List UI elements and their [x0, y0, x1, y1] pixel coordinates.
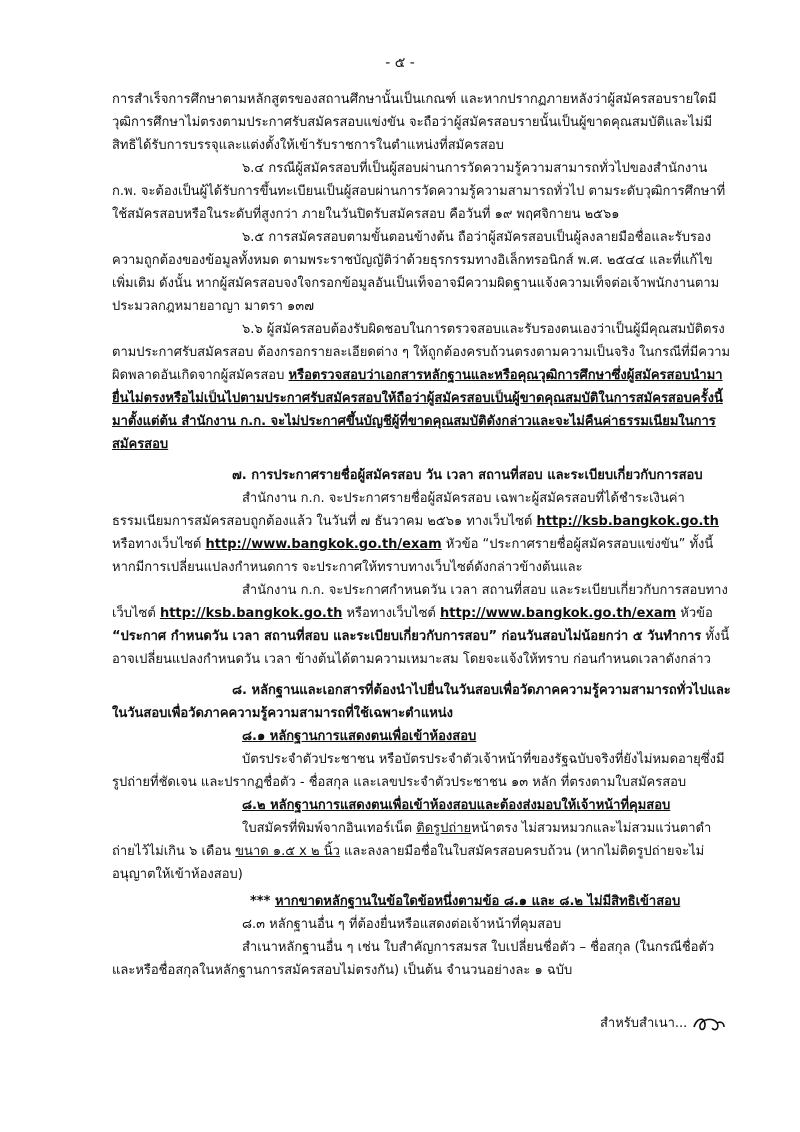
paragraph-intro: การสำเร็จการศึกษาตามหลักสูตรของสถานศึกษานั้นเป็นเกณฑ์ และหากปรากฏภายหลังว่าผู้สมัครสอบรายใดมีวุฒิการศึกษาไม่ตรงตามประกาศรับสมัครสอบแข่งขัน จะถือว่าผู้สมัครสอบรายนั้นเป็นผู้ขาดคุณสมบัติและไม่มีสิทธิได้รับการบรรจุและแต่งตั้งให้เข้ารับราชการในตำแหน่งที่สมัครสอบ: [112, 92, 717, 153]
section-7-heading: ๗. การประกาศรายชื่อผู้สมัครสอบ วัน เวลา สถานที่สอบ และระเบียบเกี่ยวกับการสอบ: [232, 468, 703, 483]
section-7-para-a: [112, 487, 732, 579]
s82-c: หน้าตรง ไม่สวมหมวกและไม่สวมแว่นตาดำ ถ่ายไว้ไม่เกิน ๖ เดือน: [112, 821, 712, 859]
section-7-b1: สำนักงาน ก.ก. จะประกาศกำหนดวัน เวลา สถานที่สอบ และระเบียบเกี่ยวกับการสอบทางเว็บไซต์: [112, 583, 728, 621]
paragraph-6-6-text: ๖.๖ ผู้สมัครสอบต้องรับผิดชอบในการตรวจสอบและรับรองตนเองว่าเป็นผู้มีคุณสมบัติตรงตามประกาศรับสมัครสอบ ต้องกรอกรายละเอียดต่าง ๆ ให้ถูกต้องครบถ้วนตรงตามความเป็นจริง ในกรณีที่มีความผิดพลาดอันเกิดจากผู้สมัครสอบ: [112, 322, 731, 383]
section-8-1-title-row: [112, 725, 732, 748]
paragraph-6-4: ๖.๔ กรณีผู้สมัครสอบที่เป็นผู้สอบผ่านการวัดความรู้ความสามารถทั่วไปของสำนักงาน ก.พ. จะต้องเป็นผู้ได้รับการขึ้นทะเบียนเป็นผู้สอบผ่านการวัดความรู้ความสามารถทั่วไป ตามระดับวุฒิการศึกษาที่ใช้สมัครสอบหรือในระดับที่สูงกว่า ภายในวันปิดรับสมัครสอบ คือวันที่ ๑๙ พฤศจิกายน ๒๕๖๑: [112, 161, 726, 222]
section-8-2-body: [112, 817, 732, 886]
s82-b: ติดรูปถ่าย: [416, 821, 472, 836]
s82-a: ใบสมัครที่พิมพ์จากอินเทอร์เน็ต: [242, 821, 417, 836]
s82-d: ขนาด ๑.๕ x ๒ นิ้ว: [235, 844, 340, 859]
page-number: - ๕ -: [385, 55, 415, 71]
section-7-a2: หรือทางเว็บไซต์: [112, 537, 206, 552]
s82-e: และลงลายมือชื่อในใบสมัครสอบครบถ้วน (หากไม่ติดรูปถ่ายจะไม่อนุญาตให้เข้าห้องสอบ): [112, 844, 705, 882]
paragraph-6-5: ๖.๕ การสมัครสอบตามขั้นตอนข้างต้น ถือว่าผู้สมัครสอบเป็นผู้ลงลายมือชื่อและรับรองความถูกต้องของข้อมูลทั้งหมด ตามพระราชบัญญัติว่าด้วยธุรกรรมทางอิเล็กทรอนิกส์ พ.ศ. ๒๕๔๔ และที่แก้ไขเพิ่มเติม ดังนั้น หากผู้สมัครสอบจงใจกรอกข้อมูลอันเป็นเท็จอาจมีความผิดฐานแจ้งความเท็จต่อเจ้าพนักงานตามประมวลกฎหมายอาญา มาตรา ๑๓๗: [112, 230, 720, 314]
section-7-a1: สำนักงาน ก.ก. จะประกาศรายชื่อผู้สมัครสอบ เฉพาะผู้สมัครสอบที่ได้ชำระเงินค่าธรรมเนียมการสมัครสอบถูกต้องแล้ว ในวันที่ ๗ ธันวาคม ๒๕๖๑ ทางเว็บไซต์: [112, 491, 685, 529]
missing-document-note: [112, 890, 732, 913]
link-bangkok-exam[interactable]: http://www.bangkok.go.th/exam: [205, 537, 442, 552]
section-7-b2: หรือทางเว็บไซต์: [342, 606, 440, 621]
paragraph-6-6: [112, 318, 732, 456]
section-7-b4: “ประกาศ กำหนดวัน เวลา สถานที่สอบ และระเบียบเกี่ยวกับการสอบ” ก่อนวันสอบไม่น้อยกว่า ๕ วันทำการ: [112, 629, 702, 644]
section-8-1-body: บัตรประจำตัวประชาชน หรือบัตรประจำตัวเจ้าหน้าที่ของรัฐฉบับจริงที่ยังไม่หมดอายุซึ่งมีรูปถ่ายที่ชัดเจน และปรากฏชื่อตัว - ชื่อสกุล และเลขประจำตัวประชาชน ๑๓ หลัก ที่ตรงตามใบสมัครสอบ: [112, 752, 725, 790]
section-8-1-title: ๘.๑ หลักฐานการแสดงตนเพื่อเข้าห้องสอบ: [242, 729, 477, 744]
continuation-text: สำหรับสำเนา...: [600, 1016, 688, 1031]
section-7-a3: หัวข้อ “ประกาศรายชื่อผู้สมัครสอบแข่งขัน” ทั้งนี้ หากมีการเปลี่ยนแปลงกำหนดการ จะประกาศให้ทราบทางเว็บไซต์ดังกล่าวข้างต้นและ: [112, 537, 714, 575]
note-stars: ***: [250, 894, 271, 909]
link-ksb[interactable]: http://ksb.bangkok.go.th: [536, 514, 719, 529]
document-body: [112, 88, 732, 982]
note-text: หากขาดหลักฐานในข้อใดข้อหนึ่งตามข้อ ๘.๑ และ ๘.๒ ไม่มีสิทธิเข้าสอบ: [274, 894, 681, 909]
section-8-2-title-row: [112, 794, 732, 817]
section-7-para-b: [112, 579, 732, 671]
link-ksb-2[interactable]: http://ksb.bangkok.go.th: [159, 606, 343, 621]
section-7-b3: หัวข้อ: [676, 606, 713, 621]
section-8-3-body: สำเนาหลักฐานอื่น ๆ เช่น ใบสำคัญการสมรส ใบเปลี่ยนชื่อตัว – ชื่อสกุล (ในกรณีชื่อตัว และหรือชื่อสกุลในหลักฐานการสมัครสอบไม่ตรงกัน) เป็นต้น จำนวนอย่างละ ๑ ฉบับ: [112, 940, 715, 978]
paragraph-6-6-emphasis: หรือตรวจสอบว่าเอกสารหลักฐานและหรือคุณวุฒิการศึกษาซึ่งผู้สมัครสอบนำมายื่นไม่ตรงหรือไม่เป็นไปตามประกาศรับสมัครสอบให้ถือว่าผู้สมัครสอบเป็นผู้ขาดคุณสมบัติในการสมัครสอบครั้งนี้มาตั้งแต่ต้น สำนักงาน ก.ก. จะไม่ประกาศขึ้นบัญชีผู้ที่ขาดคุณสมบัติดังกล่าวและจะไม่คืนค่าธรรมเนียมในการสมัครสอบ: [112, 368, 723, 452]
page-footer: [600, 1012, 727, 1035]
section-8-3-title: ๘.๓ หลักฐานอื่น ๆ ที่ต้องยื่นหรือแสดงต่อเจ้าหน้าที่คุมสอบ: [242, 917, 562, 932]
signature-mark-icon: [691, 1013, 727, 1035]
link-bangkok-exam-2[interactable]: http://www.bangkok.go.th/exam: [439, 606, 677, 621]
section-7-b5: ทั้งนี้ อาจเปลี่ยนแปลงกำหนดวัน เวลา ข้างต้นได้ตามความเหมาะสม โดยจะแจ้งให้ทราบ ก่อนกำหนดเวลาดังกล่าว: [112, 629, 730, 667]
section-8-2-title: ๘.๒ หลักฐานการแสดงตนเพื่อเข้าห้องสอบและต้องส่งมอบให้เจ้าหน้าที่คุมสอบ: [242, 798, 671, 813]
section-8-heading: ๘. หลักฐานและเอกสารที่ต้องนำไปยื่นในวันสอบเพื่อวัดภาคความรู้ความสามารถทั่วไปและในวันสอบเพื่อวัดภาคความรู้ความสามารถที่ใช้เฉพาะตำแหน่ง: [112, 683, 731, 721]
